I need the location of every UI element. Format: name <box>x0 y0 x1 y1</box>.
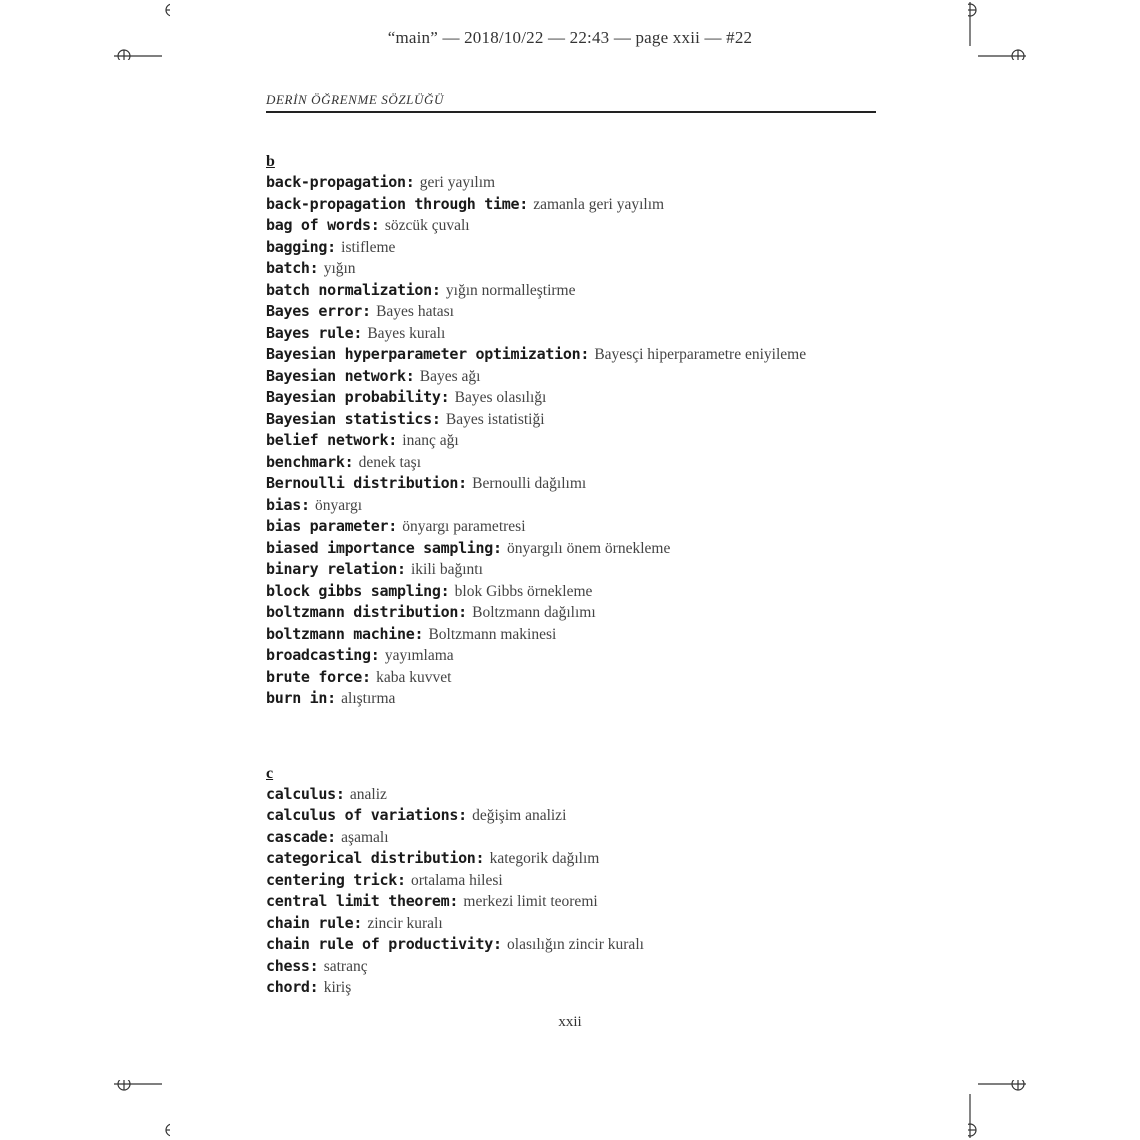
glossary-entry <box>266 344 906 366</box>
entry-term: Bayesian probability <box>266 388 441 406</box>
glossary-entry <box>266 366 906 388</box>
entry-colon: : <box>493 538 503 557</box>
entry-term: broadcasting <box>266 646 371 664</box>
glossary-entry <box>266 624 906 646</box>
entry-colon: : <box>362 667 372 686</box>
entry-translation: inanç ağı <box>402 432 459 449</box>
entry-translation: önyargı parametresi <box>402 518 526 535</box>
entry-term: bagging <box>266 237 328 256</box>
entry-translation: sözcük çuvalı <box>384 217 470 234</box>
glossary-entry <box>266 559 906 581</box>
entry-translation: zamanla geri yayılım <box>533 195 665 213</box>
entry-term: chain rule of productivity <box>266 935 494 953</box>
glossary-entry <box>266 956 906 978</box>
entry-term: bias <box>266 495 301 514</box>
glossary-entry <box>266 848 906 870</box>
entry-colon: : <box>353 913 363 932</box>
glossary-entry <box>266 473 906 495</box>
entry-translation: Bayes istatistiği <box>445 410 545 428</box>
entry-term: Bayesian network <box>266 366 406 385</box>
entry-colon: : <box>388 517 398 535</box>
glossary-entry <box>266 602 906 624</box>
glossary-content <box>266 152 906 999</box>
glossary-entry <box>266 452 906 474</box>
entry-translation: kiriş <box>323 979 352 996</box>
crop-mark-bottom-left-icon <box>110 1080 170 1140</box>
entry-translation: Bernoulli dağılımı <box>472 475 587 492</box>
entry-colon: : <box>519 194 529 213</box>
glossary-entry <box>266 280 906 302</box>
glossary-entry <box>266 784 906 806</box>
entry-term: chess <box>266 956 310 975</box>
entry-term: belief network <box>266 431 389 449</box>
entry-colon: : <box>458 806 468 824</box>
entry-colon: : <box>309 259 319 277</box>
entry-term: Bernoulli distribution <box>266 474 459 492</box>
entry-colon: : <box>300 495 310 514</box>
entry-colon: : <box>344 452 354 471</box>
entry-term: back-propagation through time <box>266 194 520 213</box>
print-meta-header: “main” — 2018/10/22 — 22:43 — page xxii — #22 <box>387 28 753 47</box>
glossary-entry <box>266 430 906 452</box>
entry-colon: : <box>335 784 345 803</box>
glossary-entry <box>266 827 906 849</box>
glossary-entry <box>266 215 906 237</box>
entry-colon: : <box>362 302 372 320</box>
entry-colon: : <box>458 603 468 621</box>
running-head: DERİN ÖĞRENME SÖZLÜĞÜ <box>266 92 876 113</box>
entry-term: chain rule <box>266 913 354 932</box>
entry-term: batch <box>266 259 310 277</box>
entry-term: boltzmann machine <box>266 624 415 643</box>
entry-colon: : <box>405 366 415 385</box>
glossary-entry <box>266 258 906 280</box>
entry-translation: olasılığın zincir kuralı <box>507 936 644 953</box>
entry-translation: Boltzmann makinesi <box>428 625 557 643</box>
entry-colon: : <box>405 173 415 191</box>
entry-term: benchmark <box>266 452 345 471</box>
glossary-entry <box>266 805 906 827</box>
entry-term: bag of words <box>266 216 371 234</box>
entry-colon: : <box>396 870 406 889</box>
entry-term: biased importance sampling <box>266 538 494 557</box>
glossary-entry <box>266 237 906 259</box>
entry-translation: değişim analizi <box>472 807 567 824</box>
entry-term: cascade <box>266 827 328 846</box>
entry-term: Bayes error <box>266 302 363 320</box>
section-letter-c: c <box>266 764 274 782</box>
entry-translation: önyargı <box>314 496 363 514</box>
entry-translation: Bayes kuralı <box>367 324 446 342</box>
entry-term: back-propagation <box>266 173 406 191</box>
glossary-entry <box>266 581 906 603</box>
glossary-entry <box>266 516 906 538</box>
entry-colon: : <box>431 280 441 299</box>
glossary-entry <box>266 977 906 999</box>
entry-term: chord <box>266 978 310 996</box>
glossary-entry <box>266 645 906 667</box>
glossary-entry <box>266 870 906 892</box>
entry-colon: : <box>327 689 337 707</box>
entry-translation: yığın normalleştirme <box>445 281 576 299</box>
entry-colon: : <box>388 431 398 449</box>
entry-colon: : <box>353 323 363 342</box>
section-letter-b: b <box>266 153 275 170</box>
entry-colon: : <box>431 409 441 428</box>
glossary-entry <box>266 323 906 345</box>
entry-translation: ikili bağıntı <box>411 561 483 578</box>
entry-term: calculus <box>266 784 336 803</box>
entry-colon: : <box>370 216 380 234</box>
entry-colon: : <box>580 345 590 363</box>
glossary-entry <box>266 172 906 194</box>
entry-translation: yayımlama <box>384 647 454 664</box>
entry-colon: : <box>414 624 424 643</box>
entry-term: boltzmann distribution <box>266 603 459 621</box>
entry-term: batch normalization <box>266 280 432 299</box>
entry-translation: alıştırma <box>341 690 396 707</box>
glossary-entry <box>266 194 906 216</box>
glossary-entry <box>266 913 906 935</box>
entry-colon: : <box>475 849 485 867</box>
entry-term: brute force <box>266 667 363 686</box>
entry-colon: : <box>440 581 450 600</box>
entry-translation: Boltzmann dağılımı <box>472 604 596 621</box>
entry-term: bias parameter <box>266 517 389 535</box>
glossary-entry <box>266 688 906 710</box>
entry-translation: denek taşı <box>358 453 422 471</box>
entry-translation: analiz <box>349 785 387 803</box>
entry-colon: : <box>309 956 319 975</box>
entry-translation: Bayes hatası <box>376 303 454 320</box>
entry-translation: kategorik dağılım <box>489 850 600 867</box>
entry-translation: önyargılı önem örnekleme <box>507 539 671 557</box>
entry-term: centering trick <box>266 870 397 889</box>
section-gap <box>266 710 906 764</box>
entry-translation: kaba kuvvet <box>376 668 452 686</box>
entry-translation: istifleme <box>341 238 396 256</box>
entry-colon: : <box>370 646 380 664</box>
entry-translation: ortalama hilesi <box>411 871 503 889</box>
entry-colon: : <box>327 827 337 846</box>
glossary-entry <box>266 387 906 409</box>
entry-translation: Bayes ağı <box>419 367 481 385</box>
entry-term: Bayesian hyperparameter optimization <box>266 345 581 363</box>
glossary-entry <box>266 538 906 560</box>
entry-colon: : <box>309 978 319 996</box>
glossary-entry <box>266 934 906 956</box>
entry-translation: zincir kuralı <box>367 914 443 932</box>
entry-term: Bayes rule <box>266 323 354 342</box>
entry-translation: yığın <box>323 260 356 277</box>
entry-term: calculus of variations <box>266 806 459 824</box>
entry-colon: : <box>440 388 450 406</box>
glossary-entry <box>266 891 906 913</box>
entry-colon: : <box>493 935 503 953</box>
entry-translation: merkezi limit teoremi <box>463 893 598 910</box>
entry-colon: : <box>396 560 406 578</box>
entry-term: categorical distribution <box>266 849 476 867</box>
page-number: xxii <box>558 1014 582 1030</box>
glossary-entry <box>266 301 906 323</box>
glossary-entry <box>266 409 906 431</box>
entry-translation: aşamalı <box>341 828 389 846</box>
entry-term: Bayesian statistics <box>266 409 432 428</box>
entry-term: binary relation <box>266 560 397 578</box>
entry-translation: Bayes olasılığı <box>454 389 547 406</box>
entry-translation: satranç <box>323 957 368 975</box>
entry-colon: : <box>449 892 459 910</box>
entry-translation: blok Gibbs örnekleme <box>454 582 593 600</box>
crop-mark-bottom-right-icon <box>968 1080 1028 1140</box>
entry-term: burn in <box>266 689 328 707</box>
entry-colon: : <box>327 237 337 256</box>
glossary-entry <box>266 495 906 517</box>
entry-translation: Bayesçi hiperparametre eniyileme <box>594 346 807 363</box>
entry-term: central limit theorem <box>266 892 450 910</box>
entry-translation: geri yayılım <box>419 174 496 191</box>
entry-term: block gibbs sampling <box>266 581 441 600</box>
glossary-entry <box>266 667 906 689</box>
entry-colon: : <box>458 474 468 492</box>
